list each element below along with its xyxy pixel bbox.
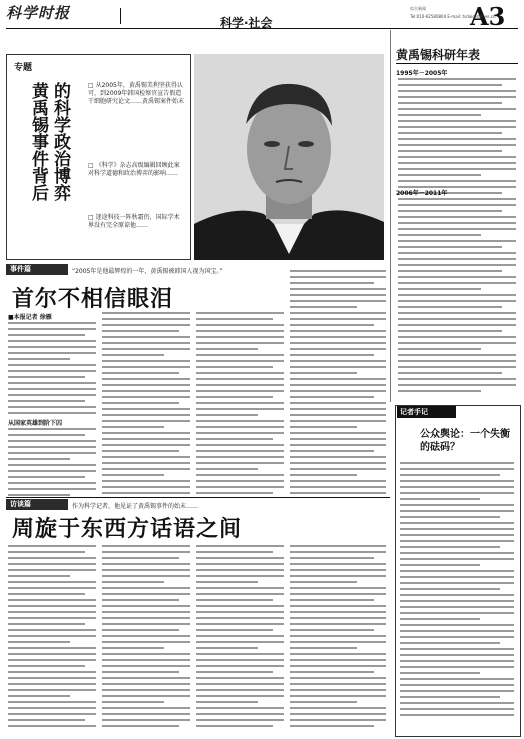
special-bullet-2: □ 《科学》杂志高级编辑回顾此案对科学道德和政治博弈的影响…… [88, 162, 180, 177]
sidebar-divider [390, 30, 391, 402]
special-bullet-1: □ 从2005年，黄禹锡美利坚获得认可，到2009年韩国检察官宣告假造干细胞研究论文……黄禹锡案件始末 [88, 82, 185, 105]
contact-info: Tel:010-62580804 E-mail: tsdai@stimes.cn [410, 14, 496, 19]
lead-banner: 事件篇 [6, 264, 68, 275]
page-tag: 综合新闻 [410, 6, 426, 11]
lead-subhead: 从国家英雄到阶下囚 [8, 420, 63, 427]
sidebar-title: 黄禹锡科研年表 [396, 48, 481, 62]
sidebar-text-2 [398, 198, 516, 396]
interview-col-2 [102, 545, 190, 731]
special-label: 专题 [14, 63, 33, 73]
lead-caption: “2005年是他最辉煌的一年，黄禹锡被韩国人视为国宝。” [72, 268, 223, 275]
newspaper-logo: 科学时报 [6, 4, 71, 22]
special-title-col1: 黄禹锡事件背后 [28, 82, 48, 201]
portrait-photo [194, 54, 384, 260]
sidebar-period-2: 2006年－2011年 [396, 190, 448, 197]
lead-col-1b [8, 428, 96, 500]
special-bullet-3: □ 迷途科技一阵秋霜仍，国际学术界没有完全原谅他…… [88, 214, 180, 229]
sidebar-title-rule [396, 63, 518, 64]
sidebar-period-1: 1995年－2005年 [396, 70, 448, 77]
interview-banner: 访谈篇 [6, 499, 68, 510]
lead-col-1 [8, 322, 96, 418]
interview-col-3 [196, 545, 284, 731]
special-title-col2: 的科学政治博弈 [50, 82, 70, 201]
interview-col-4 [290, 545, 386, 731]
lead-col-2 [102, 312, 190, 498]
commentary-title: 公众舆论：一个失衡的砝码？ [420, 429, 510, 453]
commentary-text [400, 462, 514, 720]
divider [120, 8, 121, 24]
interview-rule [6, 497, 390, 498]
page-number: A3 [470, 2, 506, 31]
sidebar-text-1 [398, 78, 516, 198]
interview-caption: 作为科学记者，他见证了黄禹锡事件的始末…… [72, 503, 199, 510]
lead-byline: ■本报记者 徐雁 [8, 314, 52, 321]
interview-headline: 周旋于东西方话语之间 [12, 516, 243, 542]
lead-col-3 [196, 312, 284, 498]
lead-col-4 [290, 270, 386, 498]
section-title: 科学·社会 [220, 16, 273, 30]
interview-col-1 [8, 545, 96, 731]
lead-headline: 首尔不相信眼泪 [12, 286, 174, 312]
commentary-tag: 记者手记 [397, 406, 456, 418]
